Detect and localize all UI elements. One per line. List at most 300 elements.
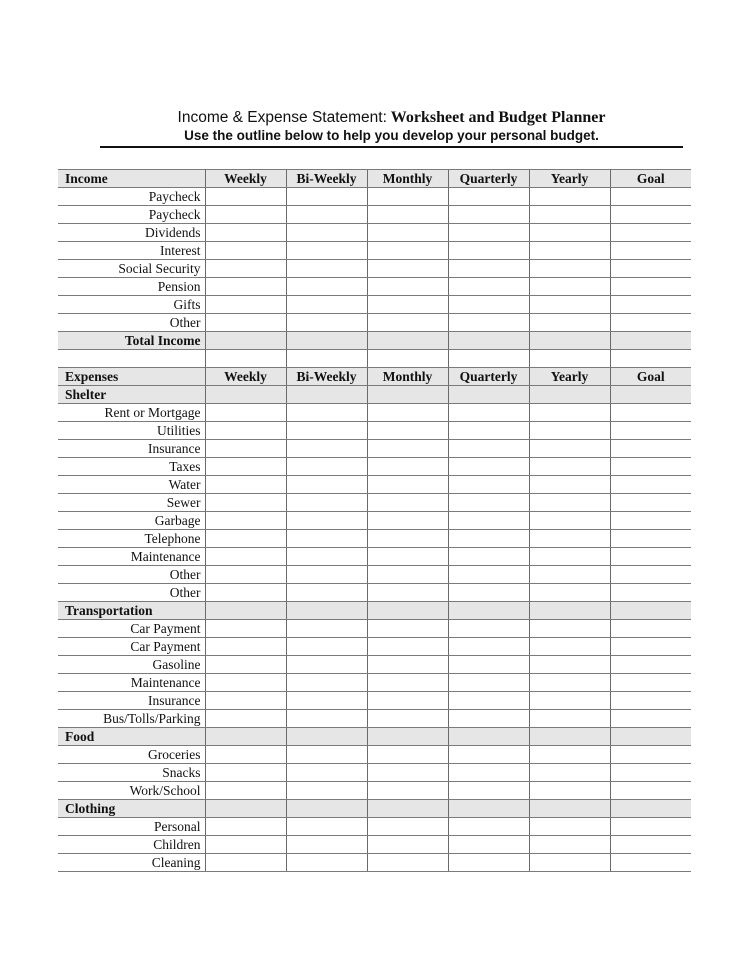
entry-cell-yearly[interactable] [529, 494, 610, 512]
entry-cell-quarterly[interactable] [448, 512, 529, 530]
entry-cell-goal[interactable] [610, 548, 691, 566]
entry-cell-weekly[interactable] [205, 728, 286, 746]
entry-cell-quarterly[interactable] [448, 530, 529, 548]
entry-cell-monthly[interactable] [367, 674, 448, 692]
entry-cell-bi-weekly[interactable] [286, 836, 367, 854]
entry-cell-quarterly[interactable] [448, 314, 529, 332]
income-item-label: Gifts [58, 296, 205, 314]
entry-cell-weekly[interactable] [205, 206, 286, 224]
expense-row [58, 440, 691, 458]
entry-cell-yearly[interactable] [529, 206, 610, 224]
entry-cell-bi-weekly[interactable] [286, 602, 367, 620]
expense-row [58, 764, 691, 782]
title-secondary: Worksheet and Budget Planner [390, 109, 606, 126]
entry-cell-quarterly[interactable] [448, 692, 529, 710]
entry-cell-goal[interactable] [610, 782, 691, 800]
expense-row [58, 782, 691, 800]
entry-cell-bi-weekly[interactable] [286, 530, 367, 548]
entry-cell-monthly[interactable] [367, 494, 448, 512]
entry-cell-bi-weekly[interactable] [286, 350, 367, 368]
entry-cell-weekly[interactable] [205, 188, 286, 206]
entry-cell-weekly[interactable] [205, 296, 286, 314]
entry-cell-goal[interactable] [610, 854, 691, 872]
entry-cell-goal[interactable] [610, 278, 691, 296]
entry-cell-monthly[interactable] [367, 728, 448, 746]
expense-item-label: Gasoline [58, 656, 205, 674]
entry-cell-yearly[interactable] [529, 188, 610, 206]
entry-cell-bi-weekly[interactable] [286, 818, 367, 836]
entry-cell-weekly[interactable] [205, 260, 286, 278]
income-row [58, 188, 691, 206]
entry-cell-bi-weekly[interactable] [286, 674, 367, 692]
entry-cell-monthly[interactable] [367, 800, 448, 818]
expenses-heading: Expenses [58, 368, 205, 386]
entry-cell-goal[interactable] [610, 224, 691, 242]
expense-item-label: Rent or Mortgage [58, 404, 205, 422]
entry-cell-bi-weekly[interactable] [286, 260, 367, 278]
entry-cell-goal[interactable] [610, 458, 691, 476]
entry-cell-monthly[interactable] [367, 188, 448, 206]
entry-cell-goal[interactable] [610, 494, 691, 512]
entry-cell-quarterly[interactable] [448, 566, 529, 584]
entry-cell-bi-weekly[interactable] [286, 242, 367, 260]
expense-item-label: Water [58, 476, 205, 494]
entry-cell-weekly[interactable] [205, 566, 286, 584]
entry-cell-bi-weekly[interactable] [286, 206, 367, 224]
entry-cell-yearly[interactable] [529, 602, 610, 620]
entry-cell-yearly[interactable] [529, 854, 610, 872]
entry-cell-quarterly[interactable] [448, 386, 529, 404]
entry-cell-weekly[interactable] [205, 548, 286, 566]
entry-cell-monthly[interactable] [367, 422, 448, 440]
entry-cell-quarterly[interactable] [448, 332, 529, 350]
entry-cell-bi-weekly[interactable] [286, 458, 367, 476]
expense-row [58, 548, 691, 566]
entry-cell-goal[interactable] [610, 188, 691, 206]
expense-row [58, 746, 691, 764]
column-header-goal: Goal [610, 170, 691, 188]
entry-cell-weekly[interactable] [205, 242, 286, 260]
entry-cell-quarterly[interactable] [448, 620, 529, 638]
page-title [100, 108, 683, 128]
entry-cell-yearly[interactable] [529, 584, 610, 602]
category-row-shelter [58, 386, 691, 404]
entry-cell-quarterly[interactable] [448, 674, 529, 692]
entry-cell-yearly[interactable] [529, 620, 610, 638]
entry-cell-weekly[interactable] [205, 530, 286, 548]
entry-cell-goal[interactable] [610, 476, 691, 494]
entry-cell-yearly[interactable] [529, 332, 610, 350]
entry-cell-goal[interactable] [610, 260, 691, 278]
entry-cell-yearly[interactable] [529, 458, 610, 476]
entry-cell-quarterly[interactable] [448, 746, 529, 764]
expense-row [58, 476, 691, 494]
expense-item-label: Car Payment [58, 620, 205, 638]
entry-cell-weekly[interactable] [205, 386, 286, 404]
entry-cell-weekly[interactable] [205, 224, 286, 242]
expense-item-label: Maintenance [58, 548, 205, 566]
column-header-yearly: Yearly [529, 368, 610, 386]
entry-cell-yearly[interactable] [529, 422, 610, 440]
column-header-bi-weekly: Bi-Weekly [286, 170, 367, 188]
entry-cell-yearly[interactable] [529, 818, 610, 836]
entry-cell-monthly[interactable] [367, 746, 448, 764]
expense-item-label: Groceries [58, 746, 205, 764]
entry-cell-yearly[interactable] [529, 278, 610, 296]
entry-cell-yearly[interactable] [529, 476, 610, 494]
entry-cell-weekly[interactable] [205, 620, 286, 638]
expense-item-label: Personal [58, 818, 205, 836]
entry-cell-yearly[interactable] [529, 314, 610, 332]
entry-cell-weekly[interactable] [205, 278, 286, 296]
entry-cell-quarterly[interactable] [448, 206, 529, 224]
entry-cell-weekly[interactable] [205, 584, 286, 602]
entry-cell-monthly[interactable] [367, 278, 448, 296]
entry-cell-goal[interactable] [610, 440, 691, 458]
entry-cell-weekly[interactable] [205, 818, 286, 836]
entry-cell-monthly[interactable] [367, 584, 448, 602]
entry-cell-yearly[interactable] [529, 800, 610, 818]
entry-cell-quarterly[interactable] [448, 278, 529, 296]
entry-cell-monthly[interactable] [367, 458, 448, 476]
entry-cell-yearly[interactable] [529, 836, 610, 854]
income-row [58, 224, 691, 242]
entry-cell-yearly[interactable] [529, 440, 610, 458]
entry-cell-weekly[interactable] [205, 692, 286, 710]
expense-item-label: Children [58, 836, 205, 854]
entry-cell-monthly[interactable] [367, 782, 448, 800]
column-header-quarterly: Quarterly [448, 368, 529, 386]
expense-row [58, 836, 691, 854]
entry-cell-quarterly[interactable] [448, 728, 529, 746]
entry-cell-monthly[interactable] [367, 206, 448, 224]
entry-cell-quarterly[interactable] [448, 224, 529, 242]
entry-cell-quarterly[interactable] [448, 854, 529, 872]
entry-cell-yearly[interactable] [529, 530, 610, 548]
expense-item-label: Sewer [58, 494, 205, 512]
entry-cell-quarterly[interactable] [448, 800, 529, 818]
category-heading: Clothing [58, 800, 205, 818]
expense-item-label: Car Payment [58, 638, 205, 656]
entry-cell-quarterly[interactable] [448, 494, 529, 512]
column-header-quarterly: Quarterly [448, 170, 529, 188]
entry-cell-bi-weekly[interactable] [286, 296, 367, 314]
entry-cell-weekly[interactable] [205, 458, 286, 476]
column-header-monthly: Monthly [367, 170, 448, 188]
expense-item-label: Maintenance [58, 674, 205, 692]
entry-cell-goal[interactable] [610, 602, 691, 620]
entry-cell-quarterly[interactable] [448, 458, 529, 476]
expense-row [58, 404, 691, 422]
entry-cell-quarterly[interactable] [448, 656, 529, 674]
entry-cell-monthly[interactable] [367, 602, 448, 620]
entry-cell-yearly[interactable] [529, 710, 610, 728]
entry-cell-monthly[interactable] [367, 440, 448, 458]
entry-cell-goal[interactable] [610, 800, 691, 818]
entry-cell-goal[interactable] [610, 386, 691, 404]
entry-cell-weekly[interactable] [205, 656, 286, 674]
expense-item-label: Taxes [58, 458, 205, 476]
entry-cell-goal[interactable] [610, 710, 691, 728]
entry-cell-monthly[interactable] [367, 314, 448, 332]
entry-cell-quarterly[interactable] [448, 638, 529, 656]
entry-cell-yearly[interactable] [529, 566, 610, 584]
entry-cell-bi-weekly[interactable] [286, 692, 367, 710]
entry-cell-monthly[interactable] [367, 296, 448, 314]
entry-cell-monthly[interactable] [367, 692, 448, 710]
entry-cell-monthly[interactable] [367, 638, 448, 656]
entry-cell-yearly[interactable] [529, 656, 610, 674]
entry-cell-quarterly[interactable] [448, 422, 529, 440]
entry-cell-weekly[interactable] [205, 836, 286, 854]
expense-row [58, 854, 691, 872]
entry-cell-bi-weekly[interactable] [286, 188, 367, 206]
expense-row [58, 710, 691, 728]
entry-cell-monthly[interactable] [367, 350, 448, 368]
entry-cell-bi-weekly[interactable] [286, 800, 367, 818]
entry-cell-monthly[interactable] [367, 224, 448, 242]
entry-cell-yearly[interactable] [529, 242, 610, 260]
entry-cell-yearly[interactable] [529, 782, 610, 800]
entry-cell-quarterly[interactable] [448, 782, 529, 800]
entry-cell-goal[interactable] [610, 620, 691, 638]
entry-cell-goal[interactable] [610, 674, 691, 692]
entry-cell-monthly[interactable] [367, 656, 448, 674]
expense-item-label: Insurance [58, 692, 205, 710]
page-subtitle: Use the outline below to help you develop your personal budget. [184, 128, 599, 143]
expense-item-label: Other [58, 566, 205, 584]
entry-cell-monthly[interactable] [367, 710, 448, 728]
expense-row [58, 494, 691, 512]
entry-cell-yearly[interactable] [529, 296, 610, 314]
entry-cell-bi-weekly[interactable] [286, 638, 367, 656]
entry-cell-bi-weekly[interactable] [286, 584, 367, 602]
income-item-label: Interest [58, 242, 205, 260]
title-block [100, 108, 683, 144]
income-item-label: Social Security [58, 260, 205, 278]
category-heading: Transportation [58, 602, 205, 620]
income-item-label: Pension [58, 278, 205, 296]
expense-item-label: Telephone [58, 530, 205, 548]
entry-cell-weekly[interactable] [205, 440, 286, 458]
entry-cell-quarterly[interactable] [448, 584, 529, 602]
entry-cell-bi-weekly[interactable] [286, 440, 367, 458]
spacer-row [58, 350, 691, 368]
entry-cell-weekly[interactable] [205, 674, 286, 692]
entry-cell-monthly[interactable] [367, 242, 448, 260]
entry-cell-bi-weekly[interactable] [286, 764, 367, 782]
entry-cell-goal[interactable] [610, 692, 691, 710]
expense-row [58, 620, 691, 638]
entry-cell-weekly[interactable] [205, 710, 286, 728]
entry-cell-monthly[interactable] [367, 854, 448, 872]
entry-cell-goal[interactable] [610, 764, 691, 782]
entry-cell-goal[interactable] [610, 530, 691, 548]
entry-cell-weekly[interactable] [205, 782, 286, 800]
budget-table [58, 169, 691, 872]
entry-cell-yearly[interactable] [529, 692, 610, 710]
income-row [58, 260, 691, 278]
entry-cell-quarterly[interactable] [448, 710, 529, 728]
entry-cell-quarterly[interactable] [448, 242, 529, 260]
entry-cell-goal[interactable] [610, 404, 691, 422]
entry-cell-quarterly[interactable] [448, 296, 529, 314]
entry-cell-bi-weekly[interactable] [286, 404, 367, 422]
expense-row [58, 512, 691, 530]
entry-cell-weekly[interactable] [205, 638, 286, 656]
expense-row [58, 638, 691, 656]
entry-cell-bi-weekly[interactable] [286, 476, 367, 494]
entry-cell-quarterly[interactable] [448, 836, 529, 854]
entry-cell-yearly[interactable] [529, 674, 610, 692]
category-heading: Shelter [58, 386, 205, 404]
entry-cell-yearly[interactable] [529, 512, 610, 530]
income-item-label: Paycheck [58, 188, 205, 206]
entry-cell-monthly[interactable] [367, 404, 448, 422]
entry-cell-monthly[interactable] [367, 386, 448, 404]
entry-cell-monthly[interactable] [367, 620, 448, 638]
entry-cell-bi-weekly[interactable] [286, 566, 367, 584]
entry-cell-quarterly[interactable] [448, 350, 529, 368]
entry-cell-bi-weekly[interactable] [286, 512, 367, 530]
entry-cell-goal[interactable] [610, 512, 691, 530]
column-header-weekly: Weekly [205, 170, 286, 188]
entry-cell-yearly[interactable] [529, 728, 610, 746]
entry-cell-monthly[interactable] [367, 836, 448, 854]
income-item-label: Other [58, 314, 205, 332]
entry-cell-bi-weekly[interactable] [286, 854, 367, 872]
expenses-header-row [58, 368, 691, 386]
entry-cell-bi-weekly[interactable] [286, 782, 367, 800]
entry-cell-monthly[interactable] [367, 818, 448, 836]
budget-table-body [58, 170, 691, 872]
entry-cell-weekly[interactable] [205, 854, 286, 872]
entry-cell-monthly[interactable] [367, 566, 448, 584]
entry-cell-quarterly[interactable] [448, 548, 529, 566]
entry-cell-goal[interactable] [610, 818, 691, 836]
entry-cell-bi-weekly[interactable] [286, 548, 367, 566]
entry-cell-goal[interactable] [610, 314, 691, 332]
expense-item-label: Bus/Tolls/Parking [58, 710, 205, 728]
entry-cell-quarterly[interactable] [448, 818, 529, 836]
entry-cell-goal[interactable] [610, 746, 691, 764]
entry-cell-quarterly[interactable] [448, 764, 529, 782]
entry-cell-bi-weekly[interactable] [286, 278, 367, 296]
entry-cell-weekly[interactable] [205, 314, 286, 332]
entry-cell-weekly[interactable] [205, 764, 286, 782]
entry-cell-bi-weekly[interactable] [286, 224, 367, 242]
entry-cell-weekly[interactable] [205, 494, 286, 512]
entry-cell-bi-weekly[interactable] [286, 728, 367, 746]
total-income-label: Total Income [58, 332, 205, 350]
entry-cell-monthly[interactable] [367, 512, 448, 530]
entry-cell-weekly[interactable] [205, 602, 286, 620]
entry-cell-goal[interactable] [610, 332, 691, 350]
expense-item-label: Snacks [58, 764, 205, 782]
entry-cell-goal[interactable] [610, 350, 691, 368]
entry-cell-monthly[interactable] [367, 332, 448, 350]
entry-cell-goal[interactable] [610, 584, 691, 602]
entry-cell-yearly[interactable] [529, 386, 610, 404]
column-header-bi-weekly: Bi-Weekly [286, 368, 367, 386]
entry-cell-goal[interactable] [610, 638, 691, 656]
expense-row [58, 566, 691, 584]
entry-cell-bi-weekly[interactable] [286, 746, 367, 764]
entry-cell-weekly[interactable] [205, 404, 286, 422]
entry-cell-weekly[interactable] [205, 332, 286, 350]
entry-cell-bi-weekly[interactable] [286, 494, 367, 512]
expense-row [58, 656, 691, 674]
entry-cell-yearly[interactable] [529, 746, 610, 764]
entry-cell-monthly[interactable] [367, 260, 448, 278]
entry-cell-monthly[interactable] [367, 530, 448, 548]
entry-cell-quarterly[interactable] [448, 476, 529, 494]
entry-cell-goal[interactable] [610, 836, 691, 854]
total-income-row [58, 332, 691, 350]
entry-cell-bi-weekly[interactable] [286, 332, 367, 350]
entry-cell-yearly[interactable] [529, 224, 610, 242]
expense-item-label: Cleaning [58, 854, 205, 872]
entry-cell-monthly[interactable] [367, 764, 448, 782]
entry-cell-goal[interactable] [610, 566, 691, 584]
entry-cell-goal[interactable] [610, 206, 691, 224]
entry-cell-monthly[interactable] [367, 476, 448, 494]
expense-row [58, 530, 691, 548]
entry-cell-yearly[interactable] [529, 638, 610, 656]
title-main: Income & Expense Statement: [177, 109, 387, 126]
entry-cell-yearly[interactable] [529, 548, 610, 566]
entry-cell-yearly[interactable] [529, 260, 610, 278]
column-header-goal: Goal [610, 368, 691, 386]
category-heading: Food [58, 728, 205, 746]
entry-cell-goal[interactable] [610, 296, 691, 314]
entry-cell-quarterly[interactable] [448, 188, 529, 206]
entry-cell-quarterly[interactable] [448, 260, 529, 278]
entry-cell-weekly[interactable] [205, 746, 286, 764]
title-divider [100, 146, 683, 148]
entry-cell-quarterly[interactable] [448, 602, 529, 620]
entry-cell-bi-weekly[interactable] [286, 386, 367, 404]
entry-cell-weekly[interactable] [205, 422, 286, 440]
entry-cell-bi-weekly[interactable] [286, 620, 367, 638]
expense-item-label: Other [58, 584, 205, 602]
entry-cell-bi-weekly[interactable] [286, 656, 367, 674]
expense-row [58, 458, 691, 476]
entry-cell-yearly[interactable] [529, 404, 610, 422]
entry-cell-goal[interactable] [610, 242, 691, 260]
entry-cell-monthly[interactable] [367, 548, 448, 566]
entry-cell-quarterly[interactable] [448, 404, 529, 422]
entry-cell-weekly[interactable] [205, 800, 286, 818]
entry-cell-weekly[interactable] [205, 350, 286, 368]
entry-cell-weekly[interactable] [205, 512, 286, 530]
category-row-food [58, 728, 691, 746]
entry-cell-bi-weekly[interactable] [286, 710, 367, 728]
category-row-transportation [58, 602, 691, 620]
entry-cell-goal[interactable] [610, 656, 691, 674]
expense-item-label: Work/School [58, 782, 205, 800]
entry-cell-bi-weekly[interactable] [286, 422, 367, 440]
entry-cell-goal[interactable] [610, 728, 691, 746]
entry-cell-weekly[interactable] [205, 476, 286, 494]
entry-cell-bi-weekly[interactable] [286, 314, 367, 332]
entry-cell-yearly[interactable] [529, 764, 610, 782]
expense-row [58, 818, 691, 836]
entry-cell-yearly[interactable] [529, 350, 610, 368]
income-row [58, 314, 691, 332]
entry-cell-quarterly[interactable] [448, 440, 529, 458]
entry-cell-goal[interactable] [610, 422, 691, 440]
